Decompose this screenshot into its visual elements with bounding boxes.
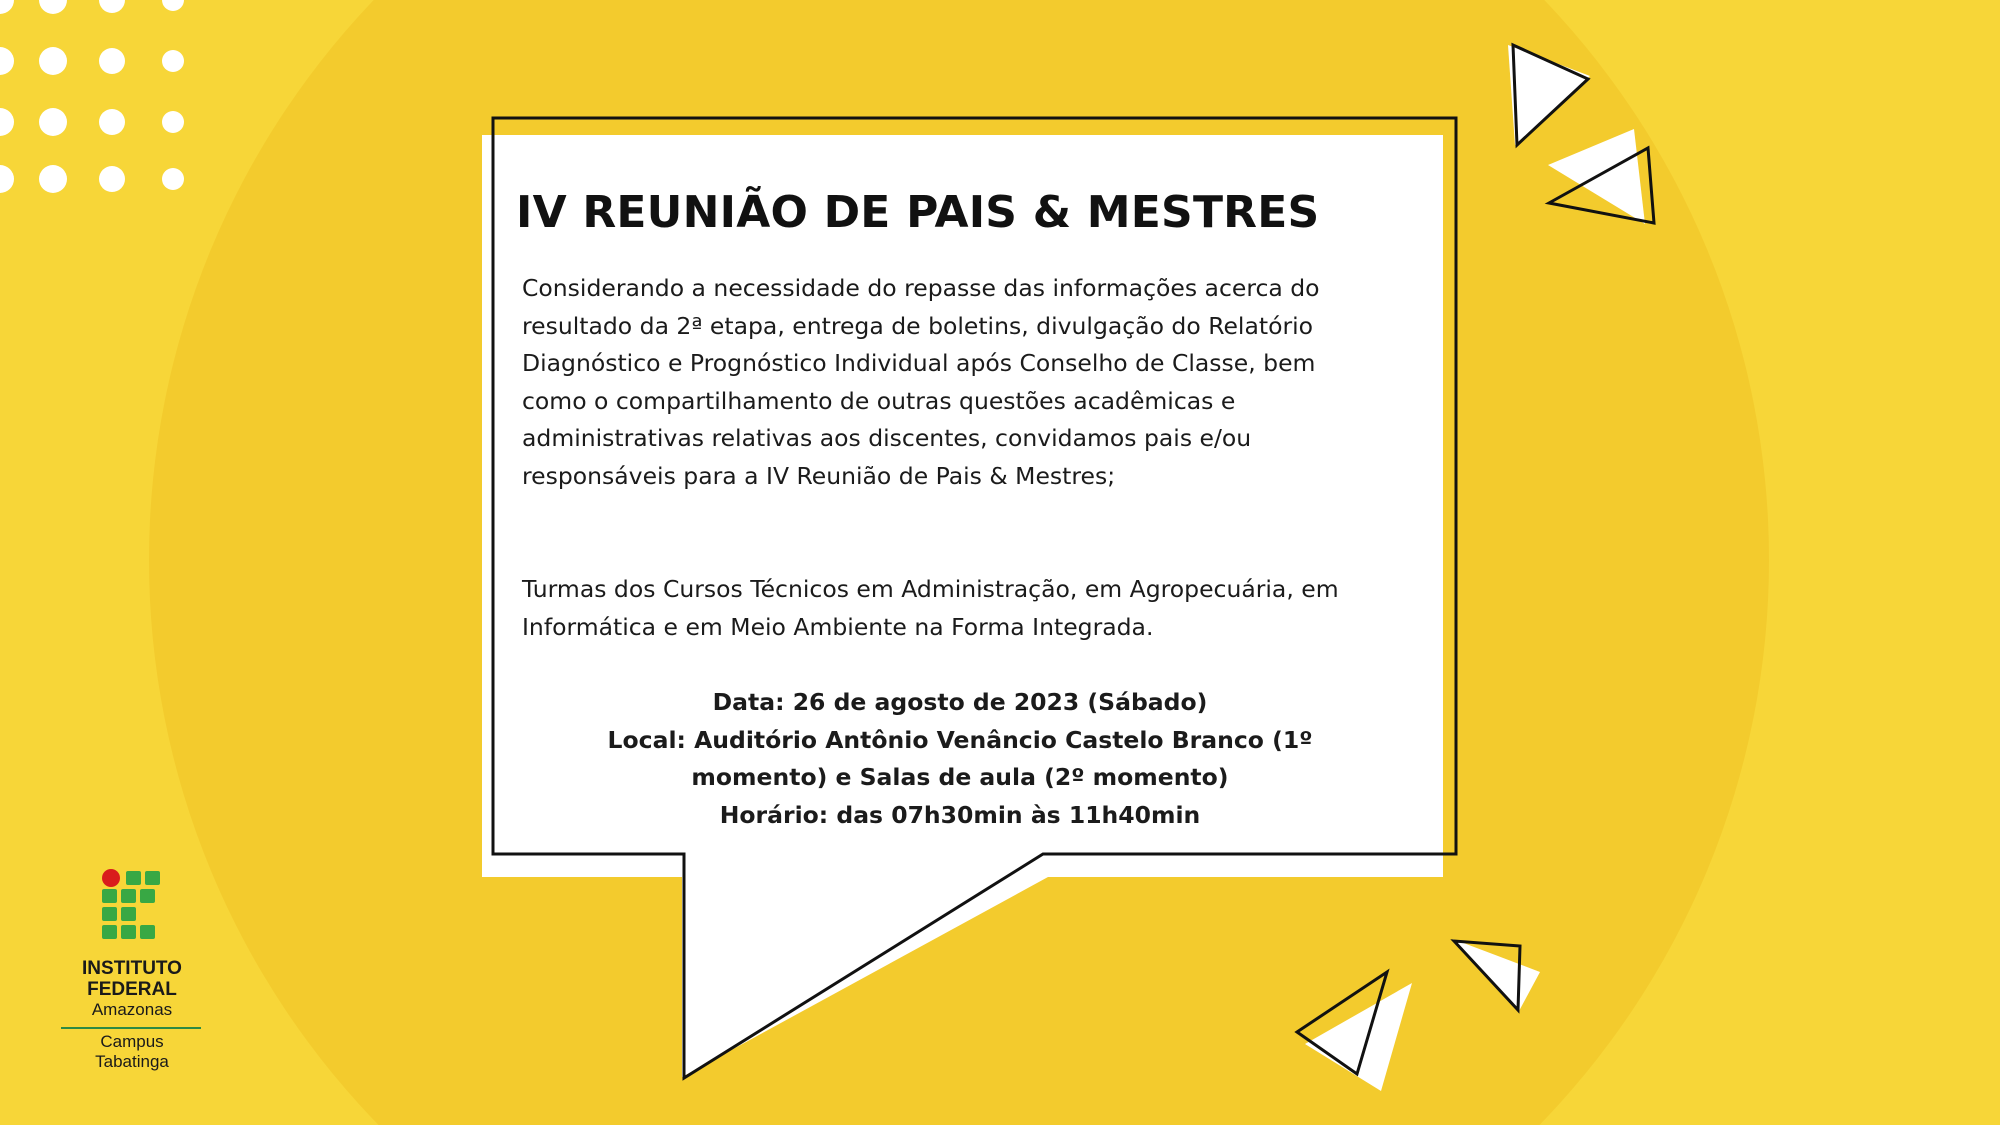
institute-name-line-2: FEDERAL — [87, 979, 177, 1000]
intro-paragraph: Considerando a necessidade do repasse das informações acerca do resultado da 2ª etapa, entrega de boletins, divulgação do Relatório Diagnóstico e Prognóstico Individual após Conselho de Classe, bem como o compartilhamento de outras questões acadêmicas e administrativas relativas aos discentes, convidamos pais e/ou responsáveis para a IV Reunião de Pais & Mestres; — [522, 274, 1320, 490]
event-location-line-2: momento) e Salas de aula (2º momento) — [691, 763, 1229, 791]
page-title: IV REUNIÃO DE PAIS & MESTRES — [516, 187, 1320, 238]
event-location-line-1: Local: Auditório Antônio Venâncio Castelo Branco (1º — [607, 725, 1313, 754]
courses-paragraph: Turmas dos Cursos Técnicos em Administração, em Agropecuária, em Informática e em Meio Ambiente na Forma Integrada. — [522, 575, 1339, 641]
institute-state: Amazonas — [91, 1000, 173, 1019]
institute-name-line-1: INSTITUTO — [82, 958, 182, 979]
campus-line-2: Tabatinga — [95, 1052, 169, 1071]
event-time: Horário: das 07h30min às 11h40min — [719, 800, 1201, 829]
event-date: Data: 26 de agosto de 2023 (Sábado) — [712, 688, 1208, 716]
campus-line-1: Campus — [100, 1032, 164, 1051]
